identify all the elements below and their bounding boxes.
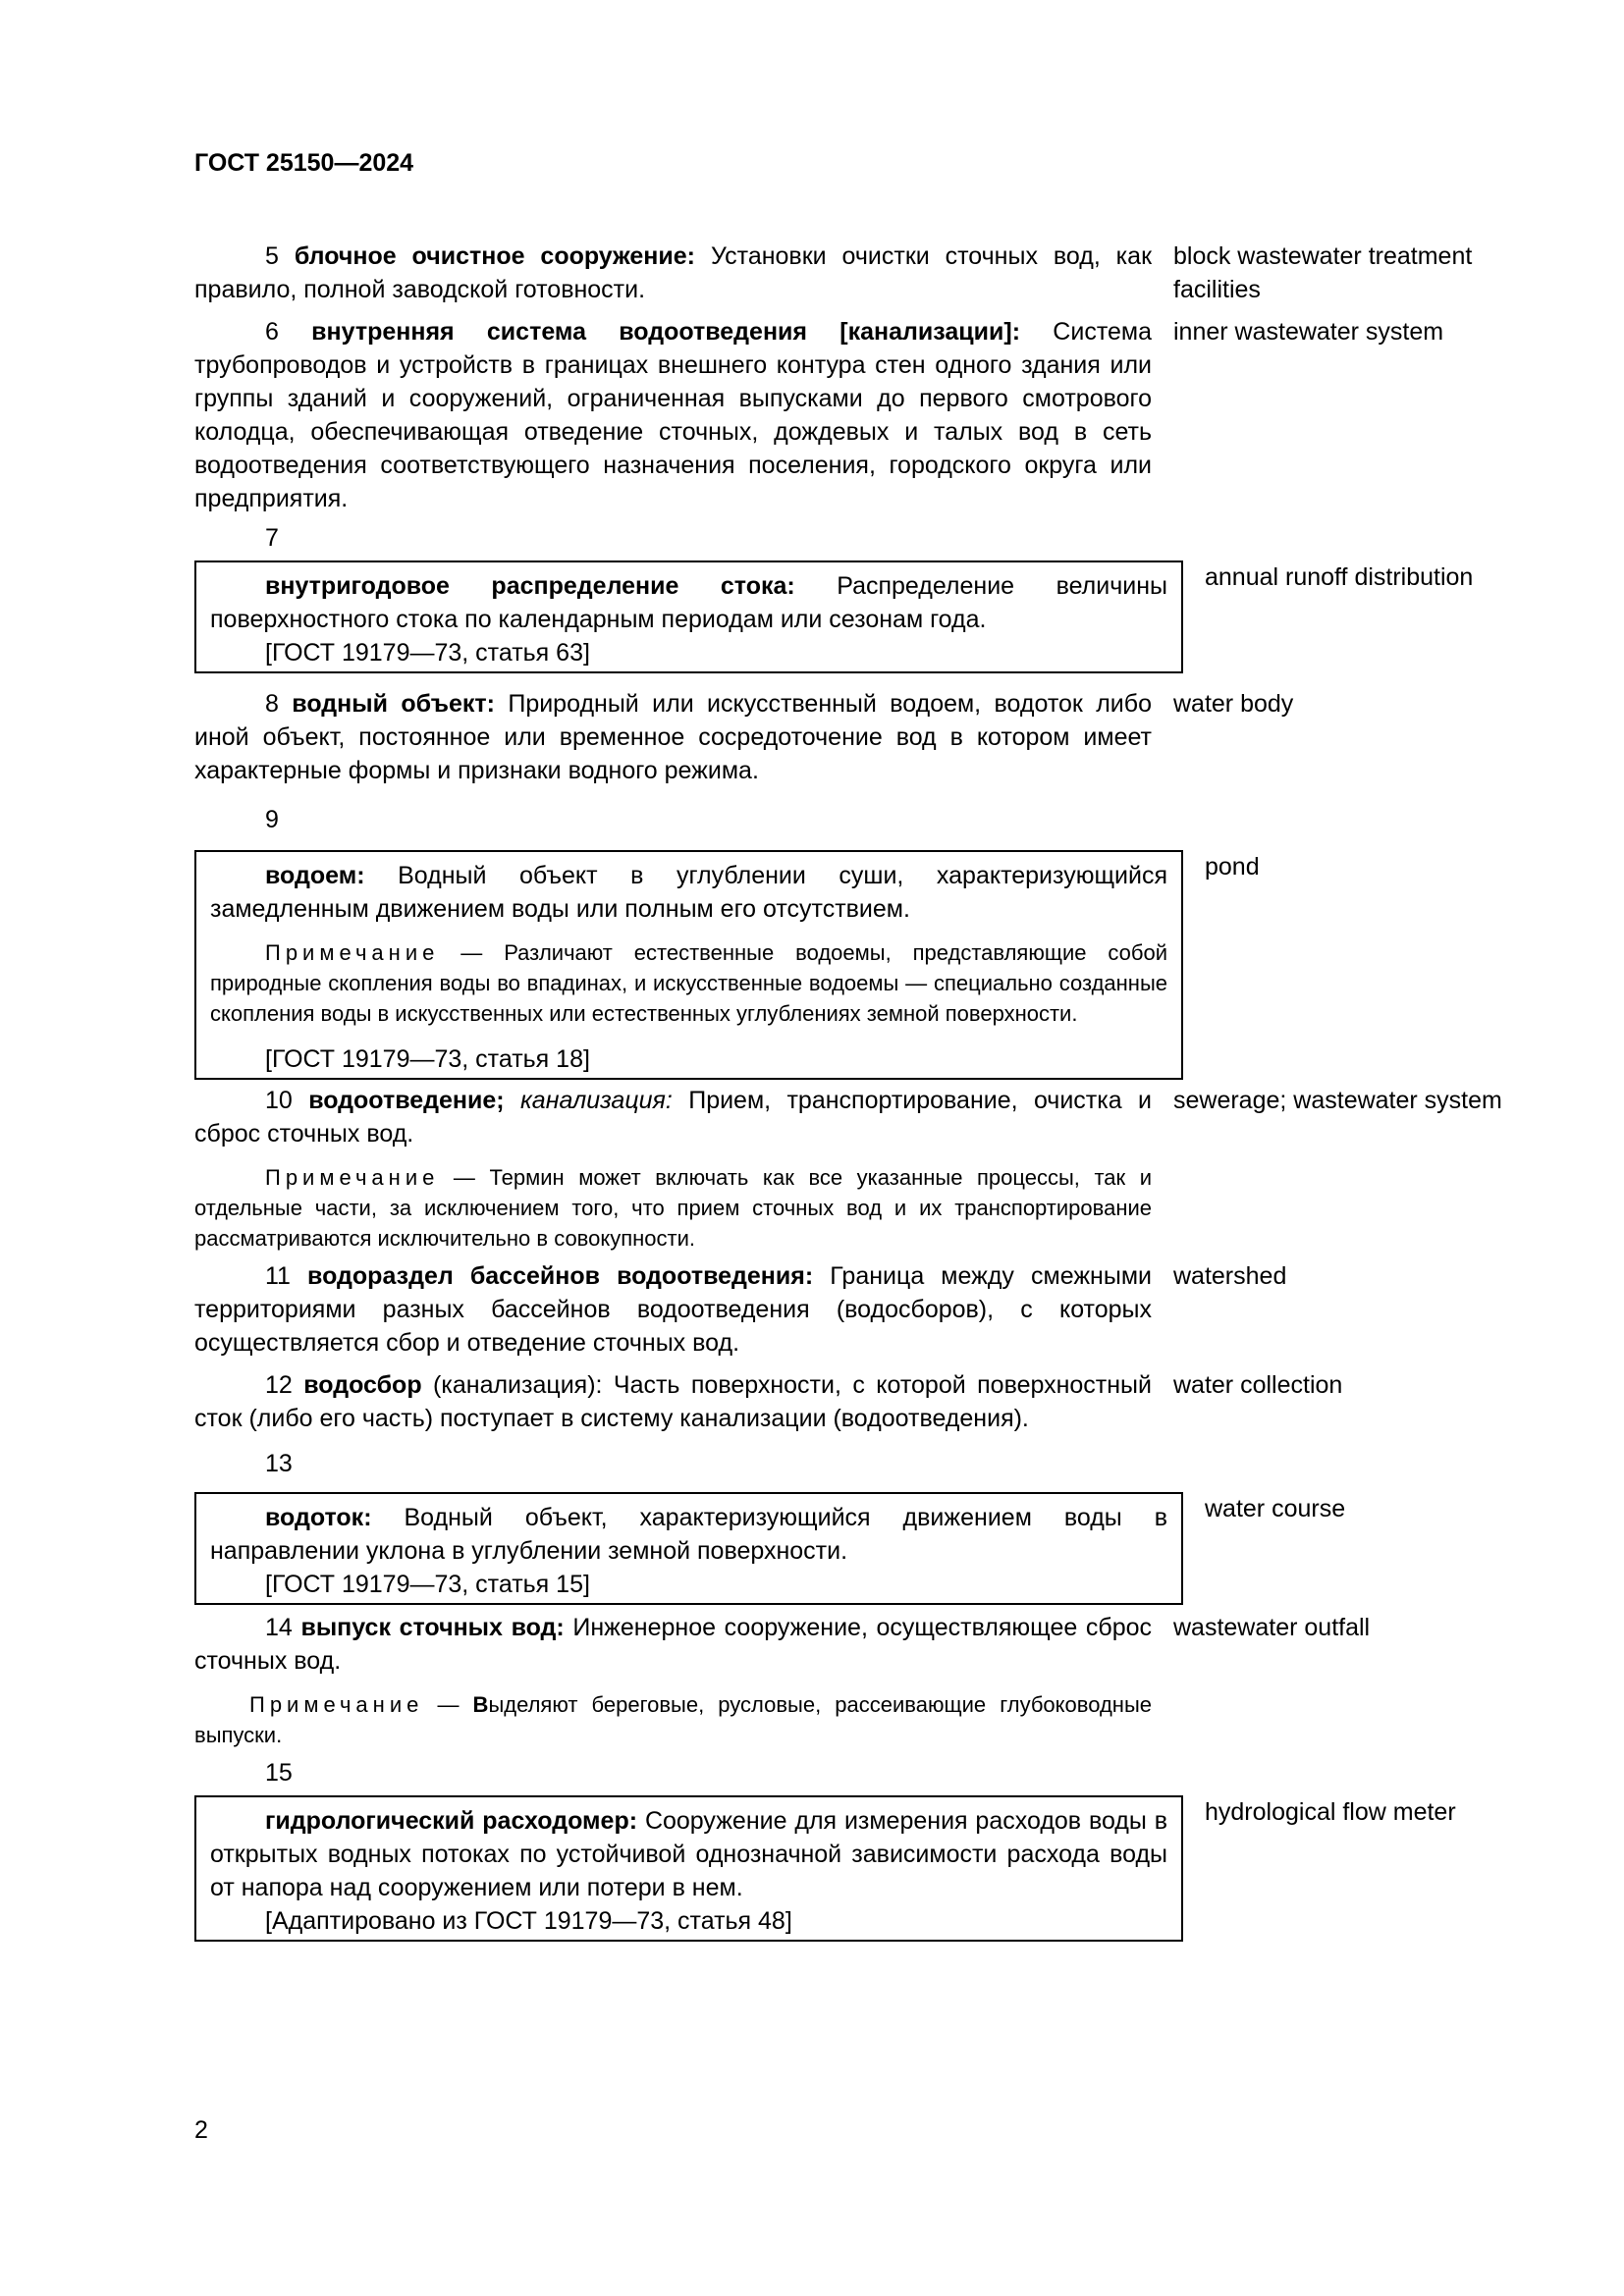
term-entry <box>194 1368 1510 1435</box>
term-paragraph <box>194 315 1152 515</box>
term-english: pond <box>1205 853 1260 881</box>
term-note: Примечание — Выделяют береговые, русловые, рассеивающие глубоководные выпуски. <box>194 1692 1152 1747</box>
term-definition: Система трубопроводов и устройств в границах внешнего контура стен одного здания или группы зданий и сооружений, ограниченная выпусками до первого смотрового колодца, обеспечивающая отведение сточных, дождевых и талых вод в сеть водоотведения соответствующего назначения поселения, городского округа или предприятия. <box>194 318 1152 512</box>
term-name: водоотведение; <box>308 1087 505 1114</box>
term-paragraph <box>194 687 1152 787</box>
term-english: annual runoff distribution <box>1205 563 1474 591</box>
term-paragraph <box>210 1804 1167 1904</box>
note-label: Примечание <box>265 940 440 965</box>
term-english: water course <box>1205 1495 1346 1522</box>
note-bold-letter: В <box>472 1692 489 1717</box>
note-label: Примечание <box>249 1692 424 1717</box>
term-paragraph <box>210 1501 1167 1568</box>
term-number: 15 <box>265 1759 293 1787</box>
note-label: Примечание <box>265 1165 440 1190</box>
term-name: выпуск сточных вод: <box>300 1614 565 1641</box>
term-english: watershed <box>1173 1262 1287 1290</box>
term-entry <box>194 1795 1510 1942</box>
term-entry <box>194 850 1510 1080</box>
term-definition: Граница между смежными территориями разных бассейнов водоотведения (водосборов), с которых осуществляется сбор и отведение сточных вод. <box>194 1262 1152 1357</box>
term-paragraph <box>194 1611 1152 1678</box>
term-definition: (канализация): Часть поверхности, с которой поверхностный сток (либо его часть) поступает в систему канализации (водоотведения). <box>194 1371 1152 1432</box>
term-definition: Природный или искусственный водоем, водоток либо иной объект, постоянное или временное сосредоточение вод в котором имеет характерные формы и признаки водного режима. <box>194 690 1152 784</box>
term-paragraph <box>194 240 1152 306</box>
term-name: водный объект: <box>292 690 495 718</box>
term-paragraph <box>210 569 1167 636</box>
term-name: водоем: <box>265 862 365 889</box>
term-name: водоток: <box>265 1504 372 1531</box>
terms-list <box>194 240 1510 1942</box>
term-definition: Прием, транспортирование, очистка и сброс сточных вод. <box>194 1087 1152 1148</box>
term-entry <box>194 1084 1510 1254</box>
term-reference: [ГОСТ 19179—73, статья 15] <box>265 1571 590 1598</box>
term-english: wastewater outfall <box>1173 1614 1371 1641</box>
term-name: водораздел бассейнов водоотведения: <box>307 1262 814 1290</box>
term-reference: [ГОСТ 19179—73, статья 63] <box>265 639 590 667</box>
term-number: 7 <box>265 524 279 552</box>
term-english: block wastewater treatment facilities <box>1173 242 1473 303</box>
note-text: ыделяют береговые, русловые, рассеивающие глубоководные выпуски. <box>194 1692 1152 1747</box>
standard-term-box <box>194 850 1183 1080</box>
term-english: water body <box>1173 690 1294 718</box>
term-name: водосбор <box>303 1371 422 1399</box>
term-definition: Инженерное сооружение, осуществляющее сброс сточных вод. <box>194 1614 1153 1675</box>
term-name: блочное очистное сооружение: <box>294 242 696 270</box>
term-name: внутренняя система водоотведения [канализации]: <box>311 318 1021 346</box>
page-header: ГОСТ 25150—2024 <box>194 149 414 177</box>
term-english: inner wastewater system <box>1173 318 1444 346</box>
term-definition: Сооружение для измерения расходов воды в открытых водных потоках по устойчивой однозначной зависимости расхода воды от напора над сооружением или потери в нем. <box>210 1807 1168 1901</box>
term-entry <box>194 315 1510 515</box>
page-number: 2 <box>194 2116 208 2144</box>
term-reference: [Адаптировано из ГОСТ 19179—73, статья 48] <box>265 1907 792 1935</box>
term-number: 11 <box>265 1262 291 1290</box>
term-number: 14 <box>265 1614 293 1641</box>
term-definition: Водный объект, характеризующийся движением воды в направлении уклона в углублении земной поверхности. <box>210 1504 1167 1565</box>
note-text: — Термин может включать как все указанные процессы, так и отдельные части, за исключением того, что прием сточных вод и их транспортирование рассматриваются исключительно в совокупности. <box>194 1165 1152 1251</box>
term-number: 13 <box>265 1450 293 1477</box>
term-entry <box>194 1259 1510 1360</box>
term-definition: Водный объект в углублении суши, характеризующийся замедленным движением воды или полным его отсутствием. <box>210 862 1167 923</box>
term-name: гидрологический расходомер: <box>265 1807 638 1835</box>
term-english: water collection <box>1173 1371 1343 1399</box>
term-number: 12 <box>265 1371 293 1399</box>
term-reference: [ГОСТ 19179—73, статья 18] <box>265 1045 590 1073</box>
term-note <box>210 937 1167 1029</box>
term-alt-name: канализация: <box>520 1087 673 1114</box>
term-english: hydrological flow meter <box>1205 1798 1456 1826</box>
term-number: 10 <box>265 1087 293 1114</box>
term-paragraph <box>210 859 1167 926</box>
term-paragraph <box>194 1259 1152 1360</box>
term-entry <box>194 240 1510 306</box>
term-paragraph <box>194 1368 1152 1435</box>
term-definition: Установки очистки сточных вод, как правило, полной заводской готовности. <box>194 242 1153 303</box>
term-number: 8 <box>265 690 279 718</box>
term-entry <box>194 1611 1510 1750</box>
term-number: 5 <box>265 242 279 270</box>
term-entry <box>194 1492 1510 1605</box>
standard-term-box <box>194 561 1183 673</box>
term-english: sewerage; wastewater system <box>1173 1087 1502 1114</box>
term-entry <box>194 687 1510 787</box>
standard-term-box <box>194 1492 1183 1605</box>
term-note <box>194 1162 1152 1254</box>
term-number: 6 <box>265 318 279 346</box>
note-text: — Различают естественные водоемы, представляющие собой природные скопления воды во впадинах, и искусственные водоемы — специально созданные скопления воды в искусственных или естественных углублениях земной поверхности. <box>210 940 1167 1026</box>
term-entry <box>194 561 1510 673</box>
term-name: внутригодовое распределение стока: <box>265 572 795 600</box>
term-paragraph <box>194 1084 1152 1150</box>
term-number: 9 <box>265 806 279 833</box>
standard-term-box <box>194 1795 1183 1942</box>
term-definition: Распределение величины поверхностного стока по календарным периодам или сезонам года. <box>210 572 1167 633</box>
